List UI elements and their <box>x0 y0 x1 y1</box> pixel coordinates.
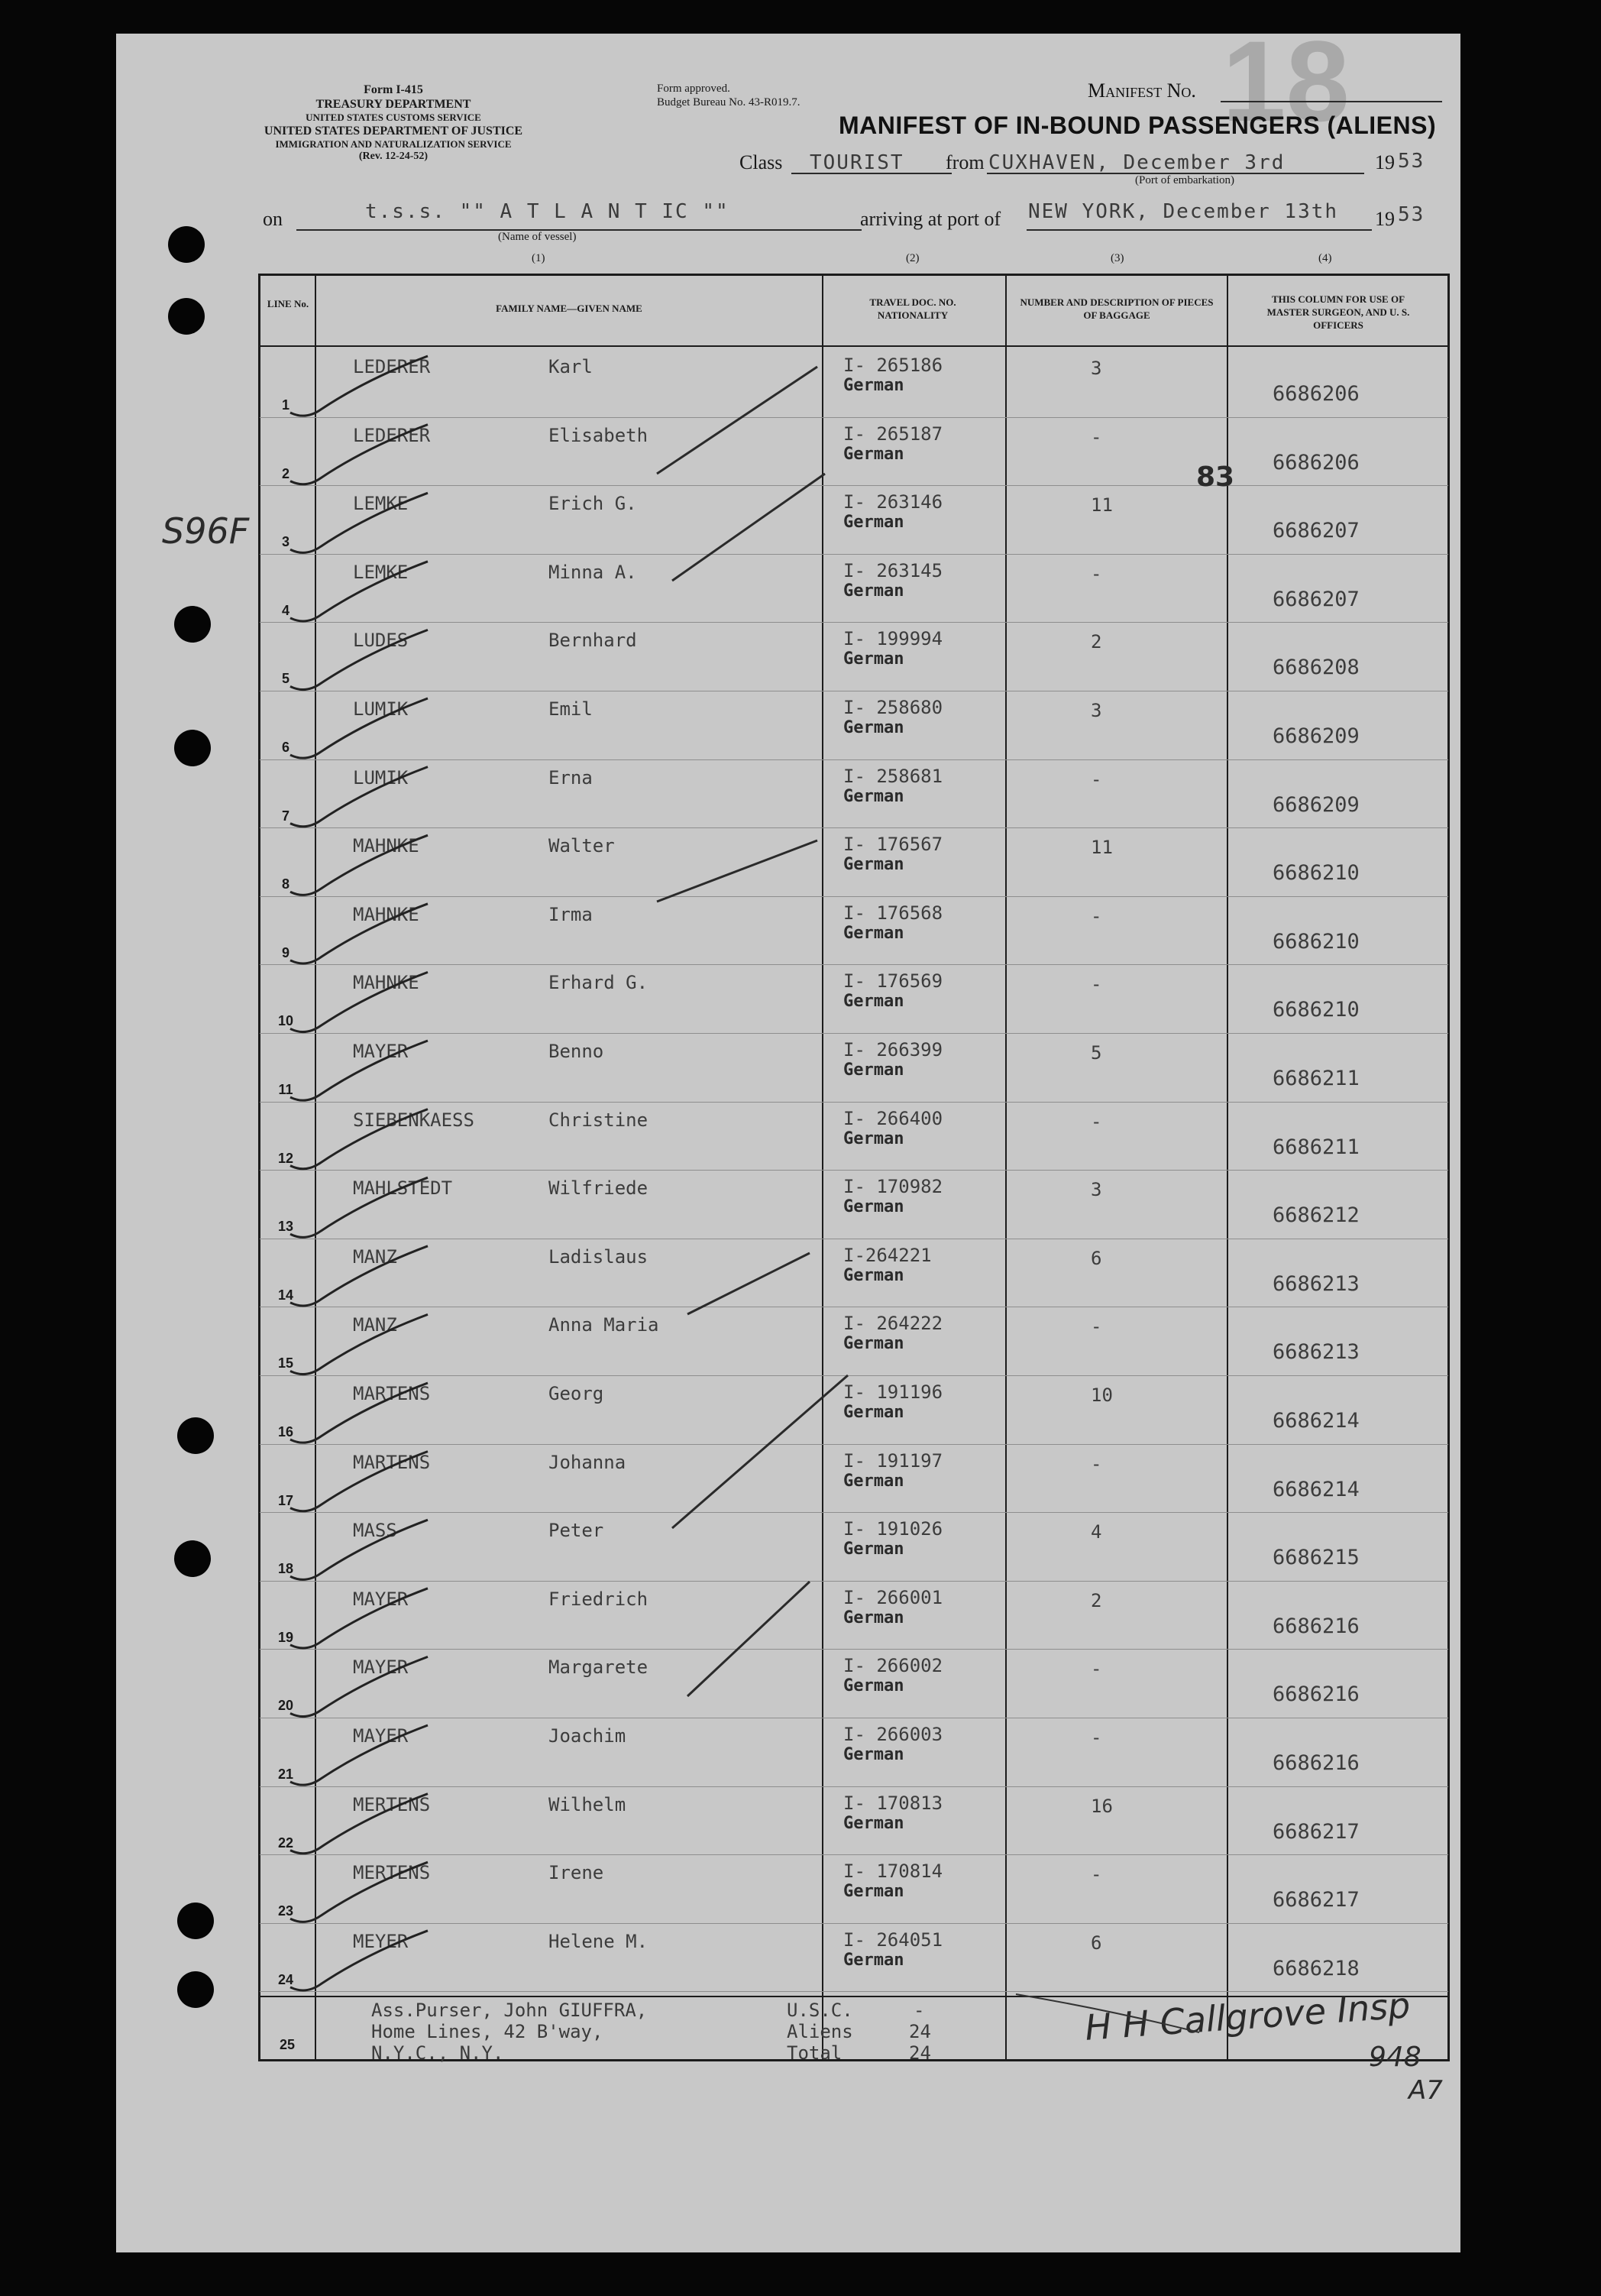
check-mark <box>290 1109 428 1169</box>
form-revision: (Rev. 12-24-52) <box>358 150 429 162</box>
travel-doc-no: I- 265186 <box>843 355 943 376</box>
officer-number: 6686213 <box>1273 1340 1360 1365</box>
officer-number: 6686211 <box>1273 1067 1360 1090</box>
family-name: MAHNKE <box>353 972 419 994</box>
baggage-count: - <box>1091 426 1102 448</box>
pen-stroke <box>657 840 817 902</box>
family-name: MAYER <box>353 1588 409 1610</box>
travel-doc-no: I- 263146 <box>843 491 943 513</box>
baggage-count: 10 <box>1091 1384 1113 1406</box>
line-number: 21 <box>277 1767 294 1782</box>
officer-number: 6686210 <box>1273 861 1360 886</box>
travel-doc-no: I- 191197 <box>843 1449 943 1472</box>
travel-doc-no: I- 170813 <box>843 1792 943 1814</box>
family-name: MAHNKE <box>353 835 419 857</box>
baggage-count: - <box>1091 1110 1102 1132</box>
officer-number: 6686215 <box>1273 1546 1360 1570</box>
officer-number: 6686210 <box>1273 929 1360 954</box>
line-number: 25 <box>279 2037 296 2052</box>
family-name: MASS <box>353 1520 397 1542</box>
nationality: German <box>843 1265 904 1285</box>
nationality: German <box>843 1676 904 1696</box>
given-name: Walter <box>548 835 615 857</box>
nationality: German <box>843 581 904 601</box>
travel-doc-no: I- 170982 <box>843 1176 943 1198</box>
travel-doc-no: I-264221 <box>843 1244 932 1266</box>
officer-number: 6686216 <box>1273 1614 1360 1638</box>
purser-line-3: N.Y.C., N.Y. <box>371 2042 504 2064</box>
col-num-3: (3) <box>1111 252 1124 264</box>
family-name: SIEBENKAESS <box>353 1109 474 1131</box>
travel-doc-no: I- 199994 <box>843 628 943 650</box>
family-name: MAHLSTEDT <box>353 1177 453 1200</box>
budget-bureau: Budget Bureau No. 43-R019.7. <box>657 96 800 108</box>
travel-doc-no: I- 170814 <box>843 1860 943 1883</box>
officer-number: 6686216 <box>1273 1751 1360 1775</box>
check-mark <box>290 562 428 621</box>
line-number: 22 <box>277 1835 294 1851</box>
travel-doc-no: I- 266002 <box>843 1655 943 1677</box>
col-header-travel-doc: TRAVEL DOC. NO. NATIONALITY <box>869 296 956 321</box>
family-name: MARTENS <box>353 1451 431 1473</box>
given-name: Margarete <box>548 1656 648 1679</box>
class-value: TOURIST <box>810 151 904 174</box>
nationality: German <box>843 1061 904 1080</box>
check-mark <box>290 1246 428 1306</box>
travel-doc-no: I- 176568 <box>843 902 943 924</box>
given-name: Minna A. <box>548 561 637 583</box>
nationality: German <box>843 1540 904 1559</box>
dept-customs: UNITED STATES CUSTOMS SERVICE <box>306 112 481 124</box>
check-mark <box>290 1656 428 1716</box>
check-mark <box>290 493 428 552</box>
given-name: Bernhard <box>548 630 637 652</box>
check-mark <box>290 1383 431 1443</box>
check-mark <box>290 698 428 758</box>
travel-doc-no: I- 266399 <box>843 1039 943 1061</box>
col-num-1: (1) <box>532 252 545 264</box>
officer-number: 6686209 <box>1273 724 1360 748</box>
officer-number: 6686209 <box>1273 792 1360 817</box>
officer-number: 6686206 <box>1273 450 1360 474</box>
given-name: Joachim <box>548 1725 626 1747</box>
travel-doc-no: I- 266003 <box>843 1724 943 1745</box>
check-mark <box>290 1931 428 1990</box>
family-name: MEYER <box>353 1930 409 1952</box>
family-name: LUDES <box>353 630 409 652</box>
check-mark <box>290 356 431 416</box>
officer-number: 6686214 <box>1273 1409 1360 1433</box>
given-name: Georg <box>548 1383 604 1404</box>
nationality: German <box>843 1334 904 1354</box>
baggage-count: - <box>1091 1864 1102 1886</box>
officer-number: 6686218 <box>1273 1956 1360 1980</box>
signature-number: 948 <box>1369 2042 1421 2073</box>
travel-doc-no: I- 266400 <box>843 1107 943 1129</box>
travel-doc-no: I- 191196 <box>843 1381 943 1403</box>
given-name: Erhard G. <box>548 972 648 994</box>
col-header-baggage: NUMBER AND DESCRIPTION OF PIECES OF BAGGAGE <box>1020 296 1214 321</box>
from-value: CUXHAVEN, December 3rd <box>988 151 1286 174</box>
usc-label: U.S.C. <box>787 2000 853 2021</box>
given-name: Wilhelm <box>548 1793 626 1815</box>
officer-number: 6686213 <box>1273 1271 1360 1296</box>
arrival-year-prefix: 19 <box>1375 208 1395 230</box>
nationality: German <box>843 1403 904 1422</box>
dept-justice: UNITED STATES DEPARTMENT OF JUSTICE <box>264 124 523 138</box>
form-number: Form I-415 <box>364 83 423 96</box>
line-number: 6 <box>281 740 289 755</box>
nationality: German <box>843 649 904 669</box>
line-number: 3 <box>281 534 289 550</box>
aliens-label: Aliens <box>787 2021 853 2042</box>
officer-number: 6686214 <box>1273 1477 1360 1501</box>
check-mark <box>290 1451 431 1511</box>
officer-number: 6686211 <box>1273 1135 1360 1159</box>
line-number: 20 <box>277 1698 294 1714</box>
nationality: German <box>843 1745 904 1764</box>
travel-doc-no: I- 264051 <box>843 1928 943 1951</box>
officer-number: 6686216 <box>1273 1682 1360 1707</box>
officer-number: 6686217 <box>1273 1888 1360 1912</box>
given-name: Wilfriede <box>548 1177 648 1200</box>
check-mark <box>290 1314 428 1374</box>
given-name: Ladislaus <box>548 1245 648 1268</box>
officer-number: 6686208 <box>1273 656 1360 680</box>
nationality: German <box>843 1471 904 1491</box>
arrival-value: NEW YORK, December 13th <box>1028 200 1339 223</box>
given-name: Anna Maria <box>548 1314 659 1336</box>
line-number: 12 <box>277 1150 294 1166</box>
line-number: 4 <box>281 602 289 618</box>
officer-number: 6686212 <box>1273 1203 1360 1228</box>
line-number: 7 <box>281 808 289 824</box>
line-number: 13 <box>277 1219 294 1235</box>
baggage-count: - <box>1091 1658 1102 1680</box>
line-number: 19 <box>277 1629 294 1645</box>
line-number: 16 <box>277 1424 294 1439</box>
nationality: German <box>843 1950 904 1970</box>
baggage-count: 2 <box>1091 631 1102 653</box>
margin-note-left: S96F <box>162 510 250 552</box>
total-label: Total <box>787 2042 843 2064</box>
baggage-count: 3 <box>1091 700 1102 721</box>
check-mark <box>290 1862 431 1922</box>
nationality: German <box>843 992 904 1012</box>
given-name: Karl <box>548 356 593 377</box>
officer-number: 6686206 <box>1273 382 1360 406</box>
family-name: MANZ <box>353 1314 397 1336</box>
check-mark <box>290 630 428 689</box>
line-number: 8 <box>281 876 289 892</box>
nationality: German <box>843 1608 904 1627</box>
baggage-count: 4 <box>1091 1521 1102 1543</box>
given-name: Irma <box>548 903 593 925</box>
baggage-count: 6 <box>1091 1247 1102 1269</box>
baggage-count: 6 <box>1091 1932 1102 1954</box>
purser-line-1: Ass.Purser, John GIUFFRA, <box>371 2000 648 2021</box>
col-num-4: (4) <box>1318 252 1332 264</box>
vessel-note: (Name of vessel) <box>498 231 577 243</box>
check-mark <box>290 1177 428 1237</box>
check-mark <box>290 972 428 1031</box>
baggage-count: 16 <box>1091 1795 1113 1817</box>
baggage-count: - <box>1091 905 1102 927</box>
check-mark <box>290 1520 428 1579</box>
signature-code: A7 <box>1409 2075 1443 2106</box>
nationality: German <box>843 786 904 806</box>
vessel-value: t.s.s. "" A T L A N T IC "" <box>365 200 729 223</box>
pen-stroke <box>672 1375 848 1528</box>
year-prefix: 19 <box>1375 151 1395 173</box>
line-number: 10 <box>277 1013 294 1029</box>
family-name: LEDERER <box>353 356 431 377</box>
baggage-count: - <box>1091 1727 1102 1748</box>
given-name: Emil <box>548 698 593 720</box>
baggage-count: - <box>1091 973 1102 996</box>
from-label: from <box>946 151 985 173</box>
travel-doc-no: I- 264222 <box>843 1313 943 1335</box>
family-name: MAYER <box>353 1725 409 1747</box>
margin-note-mid: 83 <box>1196 461 1235 493</box>
family-name: MANZ <box>353 1245 397 1268</box>
manifest-no-label: Manifest No. <box>1088 79 1196 102</box>
family-name: MARTENS <box>353 1383 431 1404</box>
officer-number: 6686217 <box>1273 1819 1360 1844</box>
dept-ins: IMMIGRATION AND NATURALIZATION SERVICE <box>275 138 512 151</box>
family-name: LEDERER <box>353 424 431 446</box>
family-name: MERTENS <box>353 1862 431 1884</box>
nationality: German <box>843 1129 904 1148</box>
nationality: German <box>843 718 904 737</box>
nationality: German <box>843 1813 904 1833</box>
pen-stroke <box>687 1253 810 1314</box>
usc-value: - <box>914 2000 925 2021</box>
nationality: German <box>843 923 904 943</box>
check-mark <box>290 1041 428 1100</box>
check-mark <box>290 1588 428 1648</box>
check-mark <box>290 767 428 827</box>
officer-number: 6686207 <box>1273 519 1360 543</box>
baggage-count: - <box>1091 1452 1102 1475</box>
officer-number: 6686210 <box>1273 998 1360 1022</box>
family-name: LEMKE <box>353 493 409 515</box>
nationality: German <box>843 1197 904 1217</box>
line-number: 5 <box>281 671 289 687</box>
given-name: Elisabeth <box>548 424 648 446</box>
travel-doc-no: I- 266001 <box>843 1586 943 1608</box>
given-name: Erich G. <box>548 493 637 515</box>
line-number: 17 <box>277 1492 294 1508</box>
travel-doc-no: I- 176567 <box>843 834 943 856</box>
line-number: 14 <box>277 1287 294 1303</box>
on-label: on <box>263 208 283 230</box>
nationality: German <box>843 513 904 533</box>
family-name: MAYER <box>353 1656 409 1679</box>
given-name: Peter <box>548 1520 604 1542</box>
family-name: MERTENS <box>353 1793 431 1815</box>
nationality: German <box>843 444 904 464</box>
baggage-count: 5 <box>1091 1042 1102 1064</box>
col-num-2: (2) <box>906 252 920 264</box>
given-name: Helene M. <box>548 1930 648 1952</box>
baggage-count: - <box>1091 768 1102 790</box>
baggage-count: - <box>1091 562 1102 585</box>
col-header-name: FAMILY NAME—GIVEN NAME <box>496 303 642 314</box>
check-mark <box>290 835 428 895</box>
officer-number: 6686207 <box>1273 587 1360 611</box>
travel-doc-no: I- 191026 <box>843 1518 943 1540</box>
given-name: Irene <box>548 1862 604 1884</box>
travel-doc-no: I- 258681 <box>843 765 943 787</box>
travel-doc-no: I- 176569 <box>843 970 943 993</box>
inspector-signature: H H Callgrove Insp <box>1083 1984 1412 2048</box>
stamp-number: 18 <box>1222 17 1350 145</box>
port-embark-note: (Port of embarkation) <box>1135 174 1234 186</box>
line-number: 23 <box>277 1903 294 1919</box>
total-value: 24 <box>909 2042 931 2064</box>
travel-doc-no: I- 263145 <box>843 559 943 581</box>
check-mark <box>290 1725 428 1785</box>
manifest-title: MANIFEST OF IN-BOUND PASSENGERS (ALIENS) <box>839 112 1437 139</box>
given-name: Christine <box>548 1109 648 1131</box>
arriving-label: arriving at port of <box>860 208 1001 230</box>
form-approved: Form approved. <box>657 83 730 95</box>
family-name: LUMIK <box>353 766 409 789</box>
line-number: 2 <box>281 465 289 481</box>
given-name: Johanna <box>548 1451 626 1473</box>
baggage-count: 3 <box>1091 1179 1102 1201</box>
nationality: German <box>843 1882 904 1902</box>
pen-stroke <box>657 367 817 474</box>
line-number: 1 <box>281 397 289 413</box>
dept-treasury: TREASURY DEPARTMENT <box>315 98 471 112</box>
family-name: LEMKE <box>353 561 409 583</box>
check-mark <box>290 1793 431 1854</box>
purser-line-2: Home Lines, 42 B'way, <box>371 2021 603 2042</box>
baggage-count: - <box>1091 1316 1102 1338</box>
col-header-line-no: LINE No. <box>267 298 309 309</box>
arrival-year: 53 <box>1398 203 1425 226</box>
family-name: MAYER <box>353 1041 409 1062</box>
line-number: 24 <box>277 1971 294 1987</box>
given-name: Friedrich <box>548 1588 648 1610</box>
departure-year: 53 <box>1398 150 1425 173</box>
class-label: Class <box>739 151 783 173</box>
travel-doc-no: I- 265187 <box>843 423 943 445</box>
line-number: 15 <box>277 1355 294 1371</box>
check-mark <box>290 904 428 963</box>
pen-stroke <box>672 474 825 581</box>
given-name: Benno <box>548 1041 604 1062</box>
travel-doc-no: I- 258680 <box>843 697 943 718</box>
baggage-count: 11 <box>1091 494 1113 517</box>
line-number: 18 <box>277 1561 294 1577</box>
nationality: German <box>843 855 904 875</box>
baggage-count: 11 <box>1091 837 1113 859</box>
family-name: MAHNKE <box>353 903 419 925</box>
aliens-value: 24 <box>909 2021 931 2042</box>
baggage-count: 3 <box>1091 358 1102 379</box>
check-mark <box>290 424 431 484</box>
pen-stroke <box>1016 1994 1199 2032</box>
line-number: 11 <box>278 1082 293 1097</box>
pen-stroke <box>687 1582 810 1696</box>
nationality: German <box>843 376 904 395</box>
col-header-officers: THIS COLUMN FOR USE OF MASTER SURGEON, AND U. S. OFFICERS <box>1266 293 1410 331</box>
line-number: 9 <box>281 944 289 960</box>
family-name: LUMIK <box>353 698 409 720</box>
baggage-count: 2 <box>1091 1589 1102 1611</box>
given-name: Erna <box>548 766 593 789</box>
